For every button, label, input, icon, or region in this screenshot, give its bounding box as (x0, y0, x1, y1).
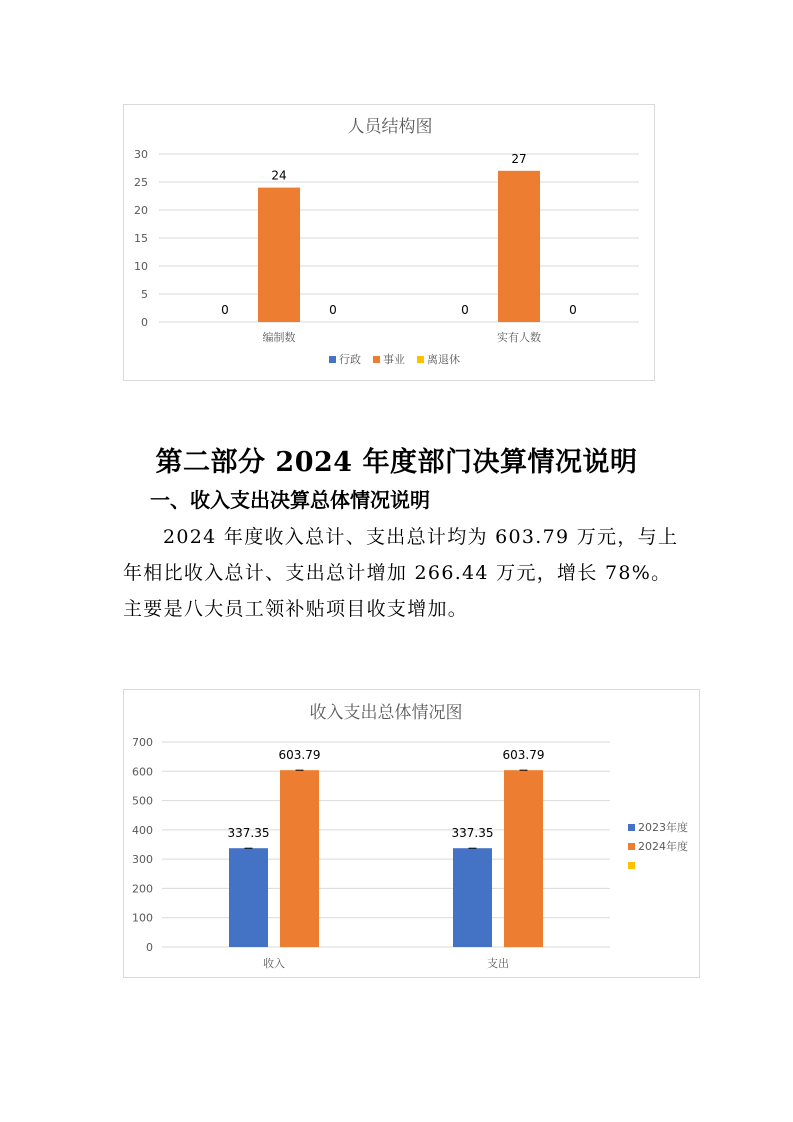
legend-swatch (373, 356, 380, 363)
data-label: 24 (271, 168, 287, 183)
legend-swatch (329, 356, 336, 363)
x-category-label: 收入 (263, 957, 285, 970)
x-category-label: 编制数 (262, 331, 296, 344)
y-tick-label: 500 (132, 794, 153, 808)
x-category-label: 支出 (487, 957, 509, 970)
income-expense-chart (123, 689, 700, 978)
y-tick-label: 400 (132, 823, 153, 837)
bar-2024年度 (504, 770, 543, 947)
data-label: 603.79 (502, 748, 545, 763)
chart-title: 人员结构图 (347, 117, 433, 137)
y-tick-label: 100 (132, 911, 153, 925)
y-tick-label: 20 (134, 204, 148, 217)
staff-structure-chart-svg (124, 105, 656, 382)
y-tick-label: 25 (134, 176, 148, 189)
y-tick-label: 0 (141, 316, 148, 329)
y-tick-label: 15 (134, 232, 148, 245)
data-label: 0 (329, 303, 337, 317)
data-label: 337.35 (451, 826, 494, 841)
x-category-label: 实有人数 (497, 331, 541, 344)
bar-2023年度 (229, 848, 268, 947)
staff-structure-chart (123, 104, 655, 381)
bar-2024年度 (280, 770, 319, 947)
data-label: 337.35 (227, 826, 270, 841)
data-label: 0 (569, 303, 577, 317)
y-tick-label: 700 (132, 736, 153, 749)
data-label: 603.79 (278, 748, 321, 763)
legend-swatch (628, 862, 635, 869)
bar-事业 (498, 171, 540, 322)
data-label: 0 (221, 303, 229, 317)
data-label: 27 (511, 151, 527, 166)
legend-label: 事业 (383, 353, 405, 366)
y-tick-label: 600 (132, 765, 153, 779)
data-label: 0 (461, 303, 469, 317)
chart-title: 收入支出总体情况图 (309, 703, 463, 723)
bar-事业 (258, 188, 300, 322)
legend-label: 行政 (339, 353, 361, 366)
legend-label: 2024年度 (638, 840, 688, 853)
y-tick-label: 0 (146, 941, 153, 954)
y-tick-label: 5 (141, 288, 148, 301)
legend-swatch (628, 843, 635, 850)
legend-swatch (417, 356, 424, 363)
legend-label: 离退休 (427, 353, 460, 366)
section-subheading: 一、收入支出决算总体情况说明 (150, 488, 430, 512)
income-expense-chart-svg (124, 690, 701, 979)
y-tick-label: 300 (132, 853, 153, 867)
y-tick-label: 30 (134, 148, 148, 161)
y-tick-label: 200 (132, 882, 153, 896)
legend-label: 2023年度 (638, 821, 688, 834)
y-tick-label: 10 (134, 260, 148, 273)
section-heading: 第二部分 2024 年度部门决算情况说明 (155, 447, 638, 478)
legend-swatch (628, 824, 635, 831)
summary-paragraph: 2024 年度收入总计、支出总计均为 603.79 万元，与上年相比收入总计、支出总计增加 266.44 万元，增长 78%。主要是八大员工领补贴项目收支增加。 (123, 526, 679, 620)
bar-2023年度 (453, 848, 492, 947)
